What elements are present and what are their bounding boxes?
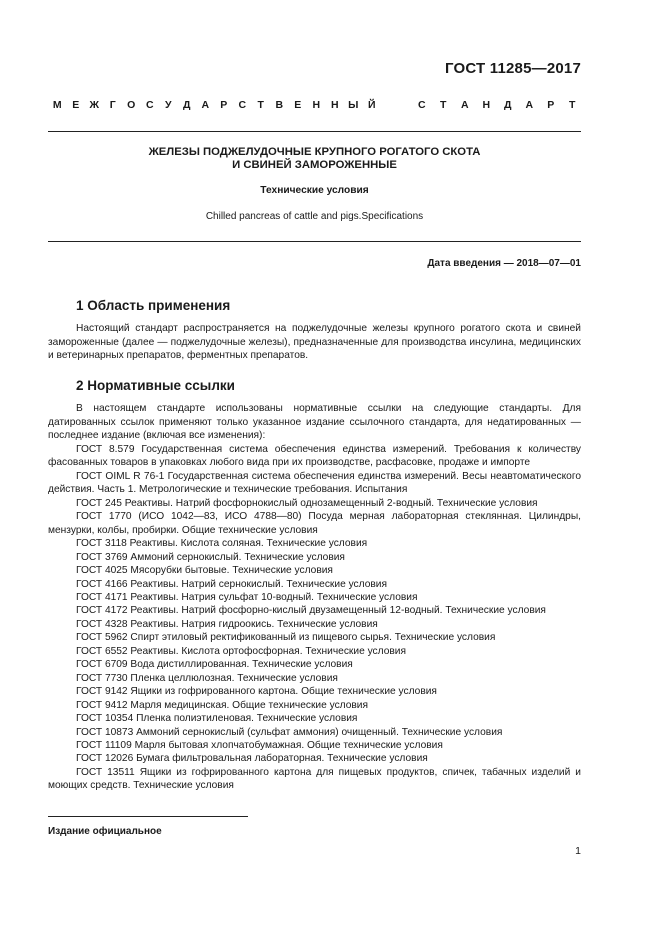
reference-item: ГОСТ 4025 Мясорубки бытовые. Технические условия xyxy=(76,565,333,577)
reference-item: ГОСТ OIML R 76-1 Государственная система обеспечения единства измерений. Весы неавтоматического действия. Часть 1. Метрологические и технические требования. Испытания xyxy=(48,470,581,496)
reference-item: ГОСТ 3118 Реактивы. Кислота соляная. Технические условия xyxy=(76,538,368,550)
interstate_left-letter: Г xyxy=(109,99,116,111)
reference-item: ГОСТ 6552 Реактивы. Кислота ортофосфорная. Технические условия xyxy=(76,645,406,657)
section-1-heading: 1 Область применения xyxy=(76,298,231,313)
standard-word xyxy=(411,99,583,111)
reference-item: ГОСТ 8.579 Государственная система обеспечения единства измерений. Требования к количеству фасованных товаров в упаковках любого вида при их производстве, расфасовке, продаже и импорте xyxy=(48,444,581,469)
reference-item: ГОСТ 9412 Марля медицинская. Общие технические условия xyxy=(76,699,369,711)
document-title xyxy=(48,146,581,172)
page-number: 1 xyxy=(575,845,581,857)
interstate_left-letter: Ж xyxy=(89,99,99,111)
interstate_left-letter: Т xyxy=(257,99,264,111)
title-line-2: И СВИНЕЙ ЗАМОРОЖЕННЫЕ xyxy=(232,159,397,171)
reference-item: ГОСТ 4166 Реактивы. Натрий сернокислый. Технические условия xyxy=(76,578,387,590)
standard-number: ГОСТ 11285—2017 xyxy=(444,60,581,77)
title-rule xyxy=(48,241,581,242)
interstate_left-letter: С xyxy=(238,99,247,111)
interstate_right-letter: С xyxy=(417,99,426,111)
section-1-paragraph: Настоящий стандарт распространяется на поджелудочные железы крупного рогатого скота и свиней замороженные (далее — поджелудочные железы), предназначенные для производства инсулина, медицинских и ветеринарных препаратов, ферментных препаратов. xyxy=(48,323,581,362)
reference-item: ГОСТ 1770 (ИСО 1042—83, ИСО 4788—80) Посуда мерная лабораторная стеклянная. Цилиндры, мензурки, колбы, пробирки. Общие технические условия xyxy=(48,511,581,536)
interstate_left-letter: Н xyxy=(330,99,339,111)
footer-rule xyxy=(48,816,248,817)
reference-item: ГОСТ 245 Реактивы. Натрий фосфорнокислый однозамещенный 2-водный. Технические условия xyxy=(76,497,538,509)
english-title: Chilled pancreas of cattle and pigs.Specifications xyxy=(205,211,424,222)
interstate_left-letter: М xyxy=(52,99,62,111)
section-2-intro xyxy=(48,402,581,443)
interstate_left-letter: Р xyxy=(220,99,228,111)
reference-item: ГОСТ 13511 Ящики из гофрированного картона для пищевых продуктов, спичек, табачных изделий и моющих средств. Технические условия xyxy=(48,766,581,792)
document-subtitle: Технические условия xyxy=(260,185,369,196)
reference-item: ГОСТ 11109 Марля бытовая хлопчатобумажная. Общие технические условия xyxy=(76,739,443,751)
reference-item: ГОСТ 4172 Реактивы. Натрий фосфорно-кислый двузамещенный 12-водный. Технические условия xyxy=(76,605,546,617)
normative-references-list xyxy=(48,443,581,793)
reference-item: ГОСТ 4328 Реактивы. Натрия гидроокись. Технические условия xyxy=(76,618,378,630)
interstate_left-letter: Е xyxy=(72,99,80,111)
reference-item: ГОСТ 10873 Аммоний сернокислый (сульфат аммония) очищенный. Технические условия xyxy=(76,726,503,738)
section-2-heading: 2 Нормативные ссылки xyxy=(76,378,235,393)
interstate_left-letter: Н xyxy=(312,99,321,111)
interstate_right-letter: Т xyxy=(569,99,576,111)
reference-item: ГОСТ 3769 Аммоний сернокислый. Технические условия xyxy=(76,551,345,563)
interstate_left-letter: Ы xyxy=(348,99,359,111)
interstate_right-letter: Д xyxy=(504,99,512,111)
official-edition-label: Издание официальное xyxy=(48,826,162,837)
interstate-word xyxy=(48,99,381,111)
interstate_right-letter: Р xyxy=(547,99,555,111)
interstate-standard-banner xyxy=(48,99,583,111)
interstate_right-letter: А xyxy=(460,99,469,111)
section-1-text xyxy=(48,322,581,363)
reference-item: ГОСТ 4171 Реактивы. Натрия сульфат 10-водный. Технические условия xyxy=(76,591,418,603)
section-2-intro-paragraph: В настоящем стандарте использованы нормативные ссылки на следующие стандарты. Для датированных ссылок применяют только указанное издание ссылочного стандарта, для недатированных — последнее издание (включая все изменения): xyxy=(48,403,581,442)
interstate_left-letter: В xyxy=(275,99,284,111)
introduction-date: Дата введения — 2018—07—01 xyxy=(427,258,581,269)
reference-item: ГОСТ 6709 Вода дистиллированная. Технические условия xyxy=(76,659,353,671)
interstate_left-letter: С xyxy=(145,99,154,111)
reference-item: ГОСТ 7730 Пленка целлюлозная. Технические условия xyxy=(76,672,338,684)
interstate_left-letter: Е xyxy=(294,99,302,111)
interstate_right-letter: Т xyxy=(440,99,447,111)
interstate_right-letter: А xyxy=(525,99,534,111)
interstate_left-letter: Д xyxy=(183,99,191,111)
reference-item: ГОСТ 5962 Спирт этиловый ректификованный из пищевого сырья. Технические условия xyxy=(76,632,496,644)
interstate_left-letter: А xyxy=(201,99,210,111)
interstate_left-letter: У xyxy=(164,99,172,111)
interstate_left-letter: Й xyxy=(367,99,376,111)
header-rule xyxy=(48,131,581,132)
reference-item: ГОСТ 12026 Бумага фильтровальная лабораторная. Технические условия xyxy=(76,753,428,765)
reference-item: ГОСТ 10354 Пленка полиэтиленовая. Технические условия xyxy=(76,713,358,725)
interstate_right-letter: Н xyxy=(482,99,491,111)
interstate_left-letter: О xyxy=(127,99,136,111)
title-line-1: ЖЕЛЕЗЫ ПОДЖЕЛУДОЧНЫЕ КРУПНОГО РОГАТОГО СКОТА xyxy=(148,146,481,158)
reference-item: ГОСТ 9142 Ящики из гофрированного картона. Общие технические условия xyxy=(76,686,437,698)
